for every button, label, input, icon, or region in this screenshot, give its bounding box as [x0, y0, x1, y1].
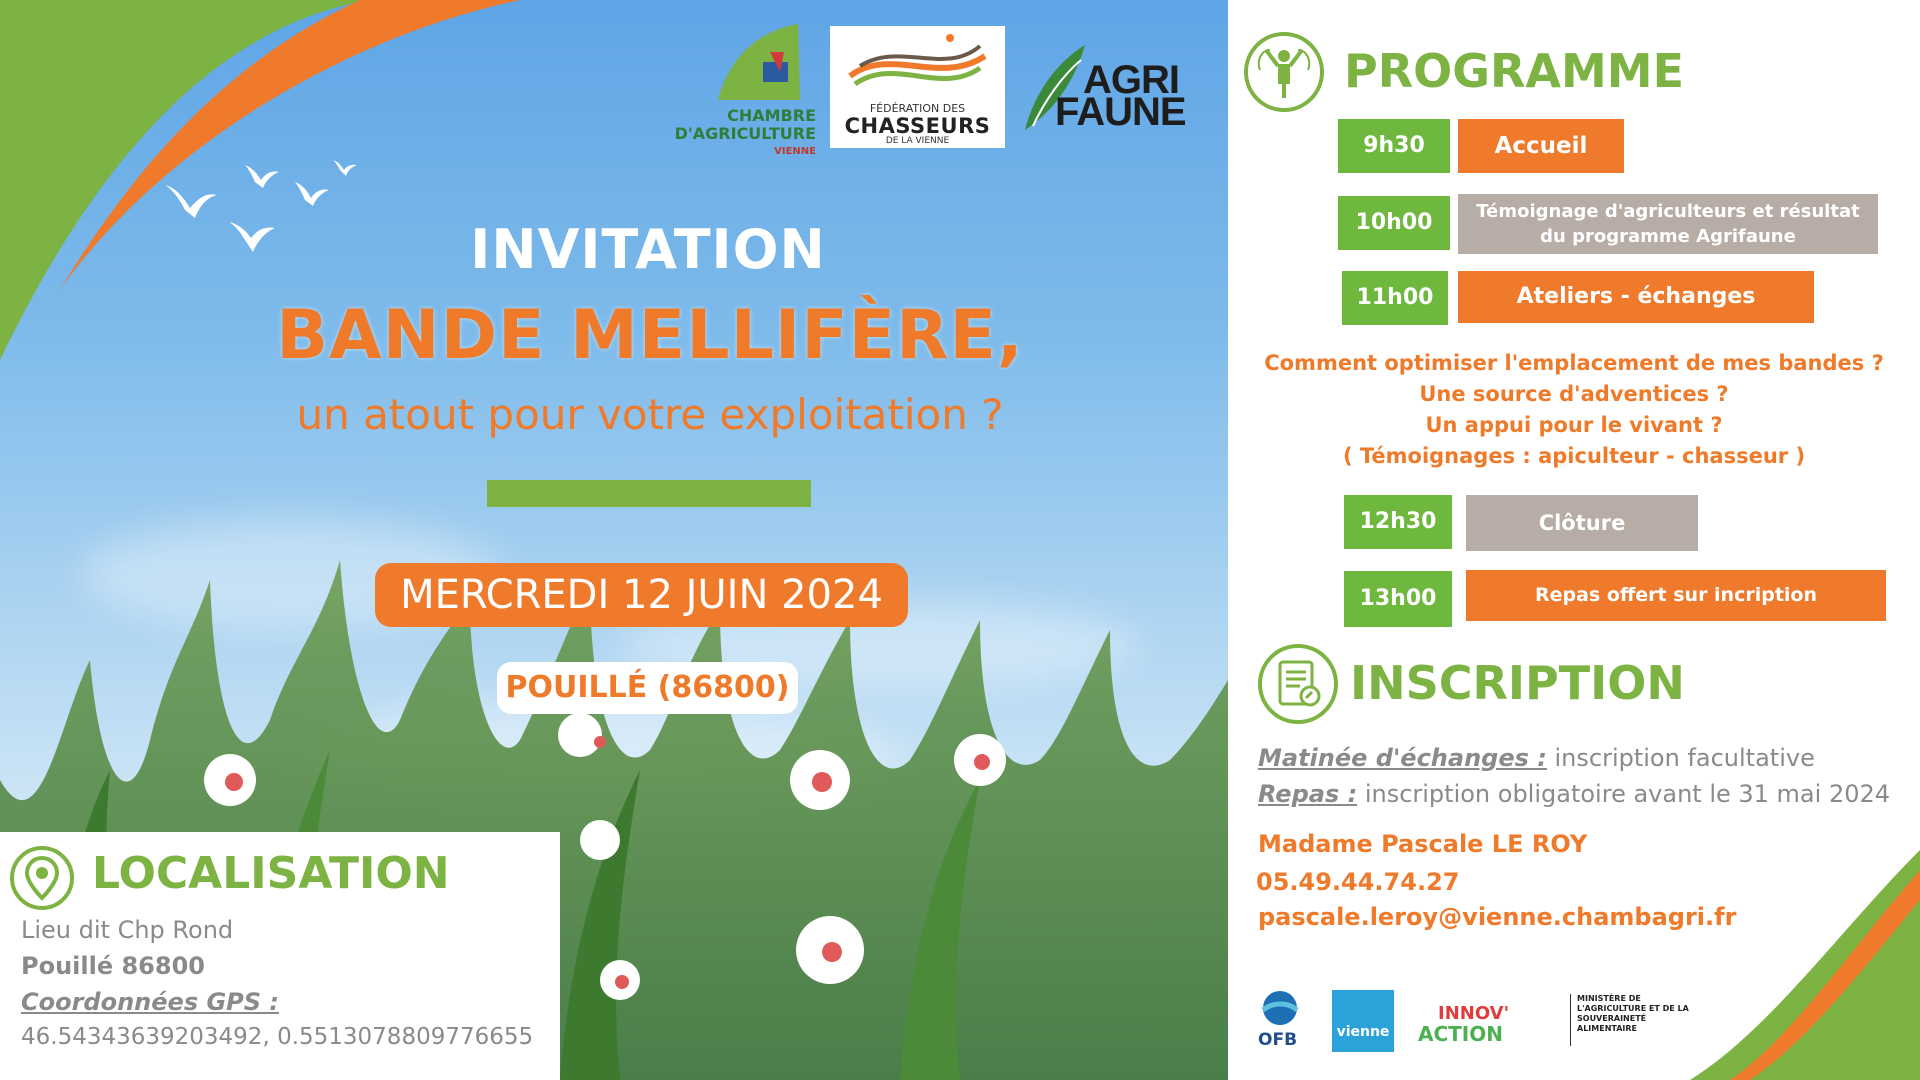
programme-person-icon: [1244, 32, 1324, 112]
innov-logo-line2: ACTION: [1418, 1022, 1503, 1046]
address-lieu-dit: Lieu dit Chp Rond: [21, 916, 234, 944]
gps-label: Coordonnées GPS :: [21, 988, 279, 1016]
programme-time-5: 13h00: [1344, 571, 1452, 627]
inscription-title: INSCRIPTION: [1350, 656, 1685, 710]
matinee-label: Matinée d'échanges :: [1258, 744, 1547, 772]
contact-phone[interactable]: 05.49.44.74.27: [1256, 868, 1460, 896]
question-1: Comment optimiser l'emplacement de mes bandes ?: [1264, 351, 1884, 375]
chambre-logo-line3: VIENNE: [774, 146, 816, 157]
repas-label: Repas :: [1258, 780, 1358, 808]
invitation-heading: INVITATION: [470, 218, 826, 281]
event-title: BANDE MELLIFÈRE,: [276, 296, 1024, 375]
programme-title: PROGRAMME: [1344, 44, 1684, 98]
programme-activity-3: Ateliers - échanges: [1458, 271, 1814, 323]
question-4: ( Témoignages : apiculteur - chasseur ): [1342, 444, 1806, 468]
chambre-agriculture-logo: [674, 22, 820, 162]
workshop-questions: [1228, 348, 1920, 472]
repas-value: inscription obligatoire avant le 31 mai 2024: [1357, 780, 1891, 808]
chambre-logo-line2: D'AGRICULTURE: [674, 124, 816, 143]
ofb-logo: [1258, 990, 1308, 1056]
inscription-repas: [1258, 780, 1890, 808]
programme-activity-1: Accueil: [1458, 119, 1624, 173]
programme-time-1: 9h30: [1338, 119, 1450, 173]
federation-logo-line3: DE LA VIENNE: [885, 136, 950, 146]
ministere-logo: [1570, 994, 1698, 1046]
ministere-logo-text: MINISTÈRE DE L'AGRICULTURE ET DE LA SOUVERAINETÉ ALIMENTAIRE: [1577, 994, 1689, 1033]
contact-email[interactable]: pascale.leroy@vienne.chambagri.fr: [1258, 903, 1737, 931]
matinee-value: inscription facultative: [1546, 744, 1815, 772]
federation-chasseurs-logo: [830, 26, 1005, 148]
programme-activity-5: Repas offert sur incription: [1466, 570, 1886, 621]
programme-time-3: 11h00: [1342, 271, 1448, 325]
localisation-box: [0, 832, 560, 1080]
federation-logo-line1: FÉDÉRATION DES: [869, 102, 966, 115]
event-date-badge: MERCREDI 12 JUIN 2024: [375, 563, 908, 627]
question-3: Un appui pour le vivant ?: [1425, 413, 1723, 437]
innov-logo-line1: INNOV': [1438, 1003, 1510, 1024]
chambre-logo-line1: CHAMBRE: [727, 106, 816, 125]
event-subtitle: un atout pour votre exploitation ?: [296, 390, 1004, 439]
inscription-matinee: [1258, 744, 1815, 772]
location-pin-icon: [10, 846, 74, 910]
question-2: Une source d'adventices ?: [1419, 382, 1729, 406]
partner-logos: [1258, 990, 1718, 1056]
title-divider-bar: [487, 480, 811, 507]
inscription-form-icon: [1258, 644, 1338, 724]
localisation-title: LOCALISATION: [92, 848, 450, 899]
agrifaune-logo-line1: AGRI: [1083, 58, 1179, 102]
programme-activity-4: Clôture: [1466, 495, 1698, 551]
address-city: Pouillé 86800: [21, 952, 205, 980]
programme-time-4: 12h30: [1344, 495, 1452, 549]
innov-action-logo: [1418, 1004, 1509, 1044]
ofb-logo-text: OFB: [1258, 1030, 1298, 1050]
event-place-badge: POUILLÉ (86800): [497, 662, 798, 714]
federation-logo-line2: CHASSEURS: [844, 114, 991, 138]
vienne-logo-text: vienne: [1336, 1024, 1390, 1040]
vienne-logo: [1332, 990, 1394, 1052]
agrifaune-logo: [1015, 40, 1195, 135]
poster-right-panel: [1228, 0, 1920, 1080]
agrifaune-logo-line2: FAUNE: [1055, 90, 1186, 134]
programme-activity-2: Témoignage d'agriculteurs et résultat du programme Agrifaune: [1458, 194, 1878, 254]
gps-coordinates: 46.54343639203492, 0.5513078809776655: [21, 1024, 534, 1050]
contact-name: Madame Pascale LE ROY: [1258, 830, 1588, 858]
programme-time-2: 10h00: [1338, 196, 1450, 250]
